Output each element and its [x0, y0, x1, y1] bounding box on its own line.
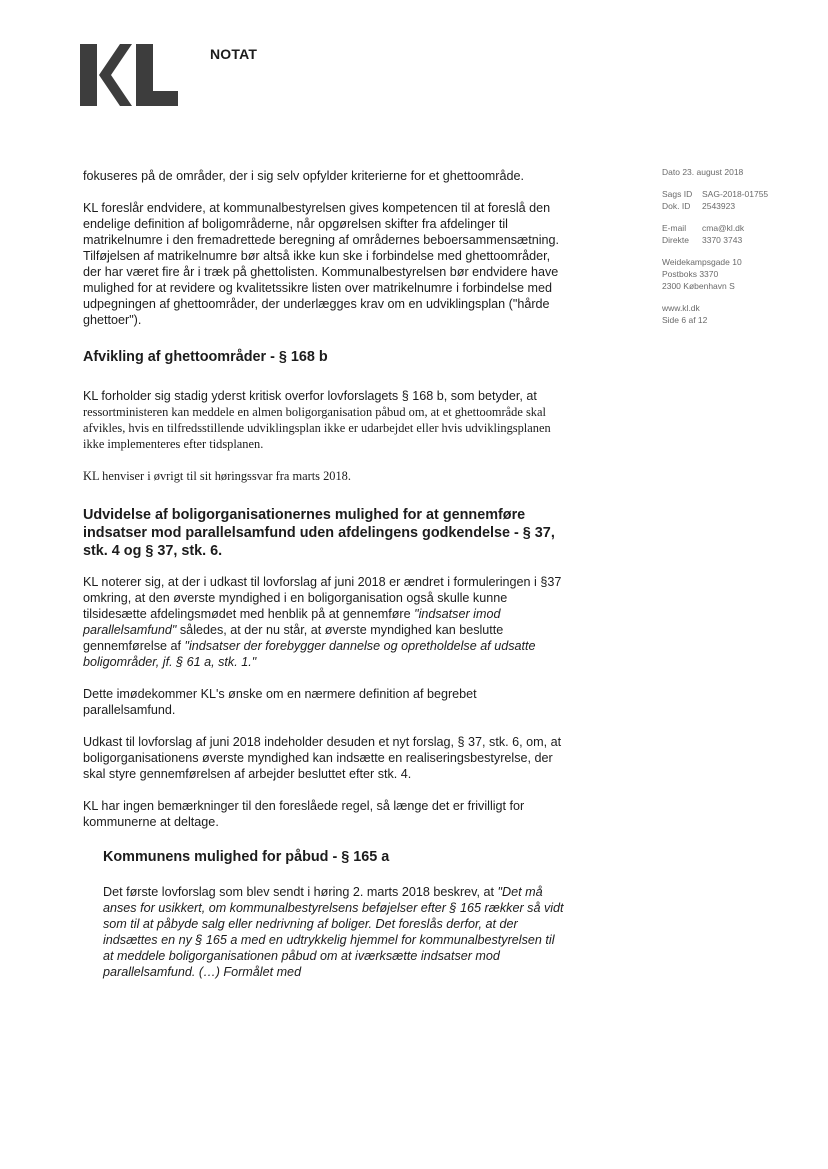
sags-id: SAG-2018-01755 [702, 189, 769, 199]
address-line-2: Postboks 3370 [662, 269, 719, 279]
sags-label: Sags ID [662, 189, 693, 199]
email-value: cma@kl.dk [702, 223, 745, 233]
dok-label: Dok. ID [662, 201, 691, 211]
paragraph-text: Det første lovforslag som blev sendt i høring 2. marts 2018 beskrev, at [103, 885, 498, 899]
paragraph: fokuseres på de områder, der i sig selv opfylder kriterierne for et ghettoområde. [83, 169, 525, 183]
paragraph: KL foreslår endvidere, at kommunalbestyrelsen gives kompetencen til at foreslå den endelige definition af boligområderne, når opgørelsen skifter fra afdelinger til matrikelnumre i den fremadrettede beregning af områdernes beboersammensætning. Tilføjelsen af matrikelnumre bør altså ikke kun ske i forbindelse med ghettoområder, der har været fire år i træk på ghettolisten. Kommunalbestyrelsen bør endvidere have mulighed for at revidere og kvalitetssikre listen over matrikelnumre i forbindelse med udpegningen af ghettoområder, der underlægges krav om en udviklingsplan ("hårde ghettoer"). [83, 201, 560, 327]
direkte-value: 3370 3743 [702, 235, 743, 245]
sidebar-metadata [662, 166, 822, 336]
quote: "indsatser der forebygger dannelse og opretholdelse af udsatte boligområder, jf. § 61 a, stk. 1." [83, 639, 536, 669]
kl-logo [80, 44, 180, 106]
document-body [83, 168, 568, 996]
page-number: Side 6 af 12 [662, 315, 708, 325]
paragraph [103, 884, 568, 980]
direkte-label: Direkte [662, 235, 689, 245]
date: Dato 23. august 2018 [662, 167, 744, 177]
quote: "indsatser imod parallelsamfund" [83, 607, 501, 637]
paragraph [83, 388, 568, 452]
website: www.kl.dk [662, 303, 700, 313]
paragraph: KL henviser i øvrigt til sit høringssvar fra marts 2018. [83, 469, 351, 483]
quote: "Det må anses for usikkert, om kommunalbestyrelsens beføjelser efter § 165 rækker så vidt som til at påbyde salg eller nedrivning af boliger. Det foreslås derfor, at der indsættes en ny § 165 a med en udtrykkelig hjemmel for kommunalbestyrelsen til at meddele boligorganisationen påbud om at iværksætte indsatser mod parallelsamfund. (…) Formålet med [103, 885, 564, 979]
document-type: NOTAT [210, 46, 258, 62]
section-heading: Udvidelse af boligorganisationernes mulighed for at gennemføre indsatser mod parallelsamfund uden afdelingens godkendelse - § 37, stk. 4 og § 37, stk. 6. [83, 507, 555, 559]
paragraph-text: således, at der nu står, at øverste myndighed kan beslutte gennemførelse af [83, 623, 504, 653]
paragraph-text: KL forholder sig stadig yderst kritisk overfor lovforslagets § 168 b, som betyder, at [83, 389, 537, 403]
section-heading: Kommunens mulighed for påbud - § 165 a [103, 849, 390, 865]
section-heading: Afvikling af ghettoområder - § 168 b [83, 349, 328, 365]
paragraph [83, 574, 568, 670]
paragraph: KL har ingen bemærkninger til den foreslåede regel, så længe det er frivilligt for kommunerne at deltage. [83, 799, 525, 829]
email-label: E-mail [662, 223, 687, 233]
address-line-3: 2300 København S [662, 281, 735, 291]
paragraph: Dette imødekommer KL's ønske om en nærmere definition af begrebet parallelsamfund. [83, 687, 477, 717]
paragraph: Udkast til lovforslag af juni 2018 indeholder desuden et nyt forslag, § 37, stk. 6, om, at boligorganisationens øverste myndighed kan indsætte en realiseringsbestyrelse, der skal styre gennemførelsen af arbejder besluttet efter stk. 4. [83, 735, 562, 781]
paragraph-text: KL noterer sig, at der i udkast til lovforslag af juni 2018 er ændret i formuleringen i §37 omkring, at den øverste myndighed i en boligorganisation også skulle kunne tilsidesætte afdelingsmødet med henblik på at gennemføre [83, 575, 562, 621]
paragraph-text: ressortministeren kan meddele en almen boligorganisation påbud om, at et ghettoområde skal afvikles, hvis en tilfredsstillende udviklingsplan ikke er udarbejdet eller hvis udviklingsplanen ikke implementeres efter tidsplanen. [83, 405, 551, 451]
dok-id: 2543923 [702, 201, 736, 211]
address-line-1: Weidekampsgade 10 [662, 257, 742, 267]
